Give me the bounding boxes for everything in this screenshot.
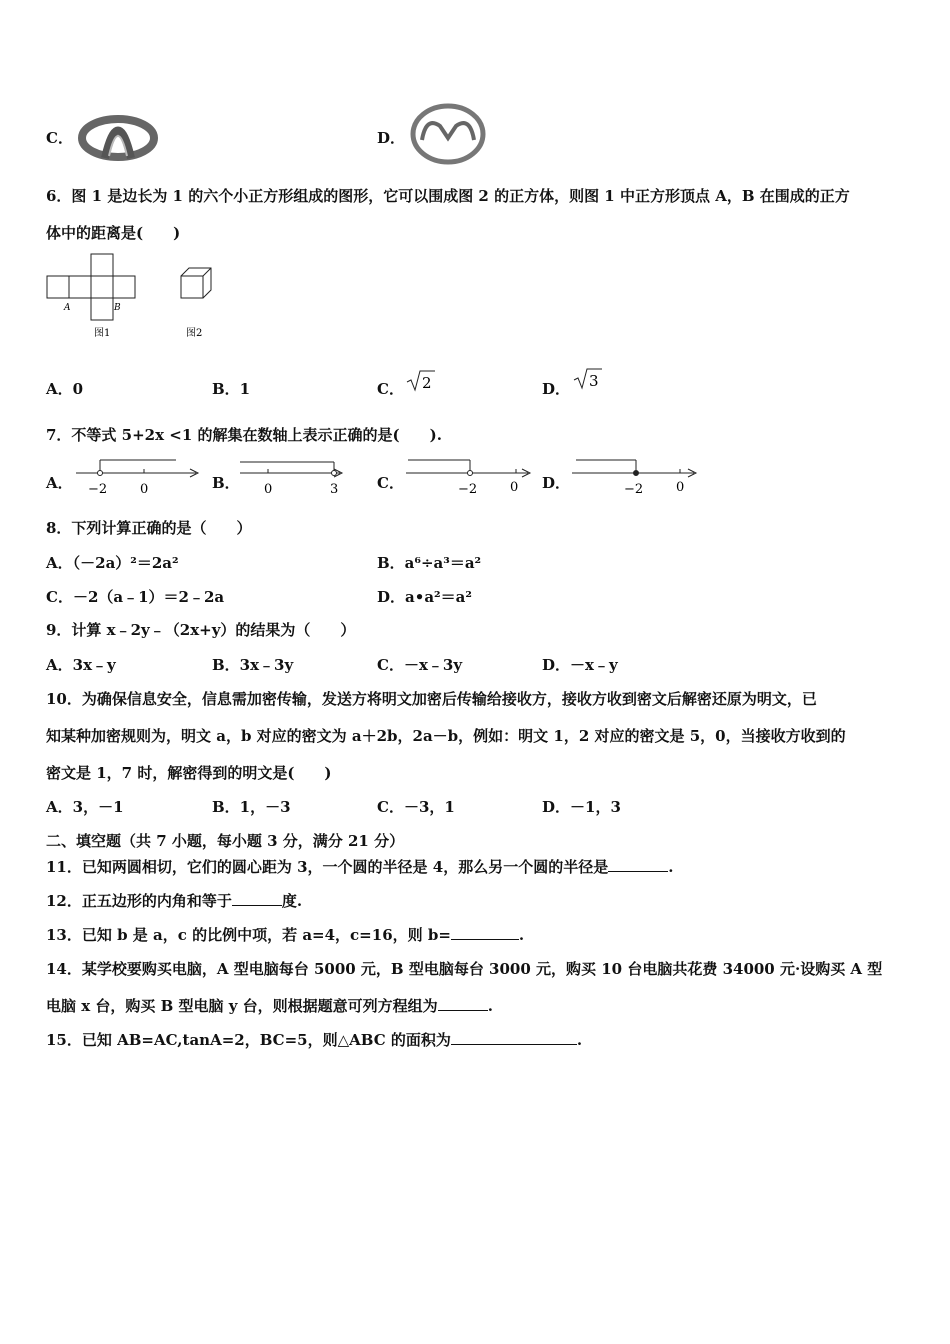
sqrt-3-radicand: 3 bbox=[589, 372, 599, 390]
q7-option-a-label: A． bbox=[46, 474, 73, 492]
q8-option-b: B．a⁶÷a³＝a² bbox=[377, 554, 482, 572]
q14-line2 bbox=[46, 996, 493, 1016]
figure-2-caption: 图2 bbox=[186, 328, 203, 339]
q9-stem: 9．计算 x﹣2y﹣（2x+y）的结果为（ ） bbox=[46, 621, 356, 639]
q10-option-d: D．－1，3 bbox=[542, 798, 621, 816]
number-line-c bbox=[404, 456, 536, 498]
point-b-label: B bbox=[114, 303, 121, 313]
tick-c-zero: 0 bbox=[510, 480, 519, 495]
q13-end: . bbox=[518, 926, 525, 944]
q14-end: . bbox=[487, 997, 493, 1015]
q15-line bbox=[46, 1030, 582, 1050]
q11-line bbox=[46, 857, 673, 877]
q9-option-d: D．－x﹣y bbox=[542, 656, 618, 674]
q14-stem-line1: 14．某学校要购买电脑，A 型电脑每台 5000 元，B 型电脑每台 3000 元，购买 10 台电脑共花费 34000 元·设购买 A 型 bbox=[46, 960, 883, 978]
q11-text: 11．已知两圆相切，它们的圆心距为 3，一个圆的半径是 4，那么另一个圆的半径是 bbox=[46, 858, 609, 876]
q15-answer-blank[interactable] bbox=[451, 1030, 577, 1045]
q10-option-a: A．3，－1 bbox=[46, 798, 124, 816]
q6-option-b: B．1 bbox=[212, 380, 251, 398]
q6-option-d: D． bbox=[542, 380, 571, 398]
q12-text: 12．正五边形的内角和等于 bbox=[46, 892, 232, 910]
tick-c-minus2: −2 bbox=[458, 482, 478, 497]
q6-option-a: A．0 bbox=[46, 380, 84, 398]
sqrt-2-symbol bbox=[405, 368, 437, 394]
q12-answer-blank[interactable] bbox=[232, 891, 282, 906]
sqrt-2-radicand: 2 bbox=[422, 374, 432, 392]
number-line-d bbox=[570, 456, 702, 498]
q5-option-d-label: D． bbox=[377, 129, 406, 147]
point-a-label: A bbox=[64, 303, 71, 313]
q15-text: 15．已知 AB=AC,tanA=2，BC=5，则△ABC 的面积为 bbox=[46, 1031, 451, 1049]
q9-option-b: B．3x﹣3y bbox=[212, 656, 294, 674]
q13-line bbox=[46, 925, 524, 945]
tick-a-minus2: −2 bbox=[88, 482, 108, 497]
q6-option-c: C． bbox=[377, 380, 404, 398]
q8-option-d: D．a•a²＝a² bbox=[377, 588, 472, 606]
car-logo-d-icon bbox=[408, 102, 488, 166]
figure-1-caption: 图1 bbox=[94, 328, 111, 339]
q14-text-line2: 电脑 x 台，购买 B 型电脑 y 台，则根据题意可列方程组为 bbox=[46, 997, 438, 1015]
tick-b-zero: 0 bbox=[264, 482, 273, 497]
q7-option-b-label: B． bbox=[212, 474, 240, 492]
car-logo-c-icon bbox=[78, 98, 160, 164]
q10-option-b: B．1，－3 bbox=[212, 798, 291, 816]
cube-figure-2 bbox=[176, 262, 226, 344]
q6-stem-line2: 体中的距离是( ) bbox=[46, 224, 181, 242]
tick-d-zero: 0 bbox=[676, 480, 685, 495]
section-2-heading: 二、填空题（共 7 小题，每小题 3 分，满分 21 分） bbox=[46, 832, 405, 850]
q12-end: 度. bbox=[281, 892, 303, 910]
q10-stem-line3: 密文是 1，7 时，解密得到的明文是( ) bbox=[46, 764, 332, 782]
q9-option-c: C．－x﹣3y bbox=[377, 656, 463, 674]
q11-answer-blank[interactable] bbox=[608, 857, 668, 872]
net-figure-1 bbox=[44, 252, 144, 344]
q10-option-c: C．－3，1 bbox=[377, 798, 455, 816]
number-line-b bbox=[238, 456, 350, 498]
q10-stem-line2: 知某种加密规则为，明文 a，b 对应的密文为 a＋2b，2a－b，例如：明文 1，2 对应的密文是 5，0，当接收方收到的 bbox=[46, 727, 846, 745]
tick-a-zero: 0 bbox=[140, 482, 149, 497]
q9-option-a: A．3x﹣y bbox=[46, 656, 116, 674]
number-line-a bbox=[74, 456, 204, 498]
q11-end: . bbox=[668, 858, 674, 876]
tick-b-three: 3 bbox=[330, 482, 339, 497]
q7-stem: 7．不等式 5+2x <1 的解集在数轴上表示正确的是( ). bbox=[46, 426, 442, 444]
q14-answer-blank[interactable] bbox=[438, 996, 488, 1011]
q8-stem: 8．下列计算正确的是（ ） bbox=[46, 519, 252, 537]
q15-end: . bbox=[576, 1031, 583, 1049]
q6-stem-line1: 6．图 1 是边长为 1 的六个小正方形组成的图形，它可以围成图 2 的正方体，则图 1 中正方形顶点 A，B 在围成的正方 bbox=[46, 187, 850, 205]
q12-line bbox=[46, 891, 302, 911]
q8-option-c: C．－2（a﹣1）＝2﹣2a bbox=[46, 588, 225, 606]
q8-option-a: A．（－2a）²＝2a² bbox=[46, 554, 179, 572]
q5-option-c-label: C． bbox=[46, 129, 73, 147]
q7-option-c-label: C． bbox=[377, 474, 404, 492]
tick-d-minus2: −2 bbox=[624, 482, 644, 497]
q13-answer-blank[interactable] bbox=[451, 925, 519, 940]
q10-stem-line1: 10．为确保信息安全，信息需加密传输，发送方将明文加密后传输给接收方，接收方收到密文后解密还原为明文，已 bbox=[46, 690, 817, 708]
q7-option-d-label: D． bbox=[542, 474, 571, 492]
q13-text: 13．已知 b 是 a，c 的比例中项，若 a=4，c=16，则 b= bbox=[46, 926, 451, 944]
sqrt-3-symbol bbox=[572, 366, 604, 392]
